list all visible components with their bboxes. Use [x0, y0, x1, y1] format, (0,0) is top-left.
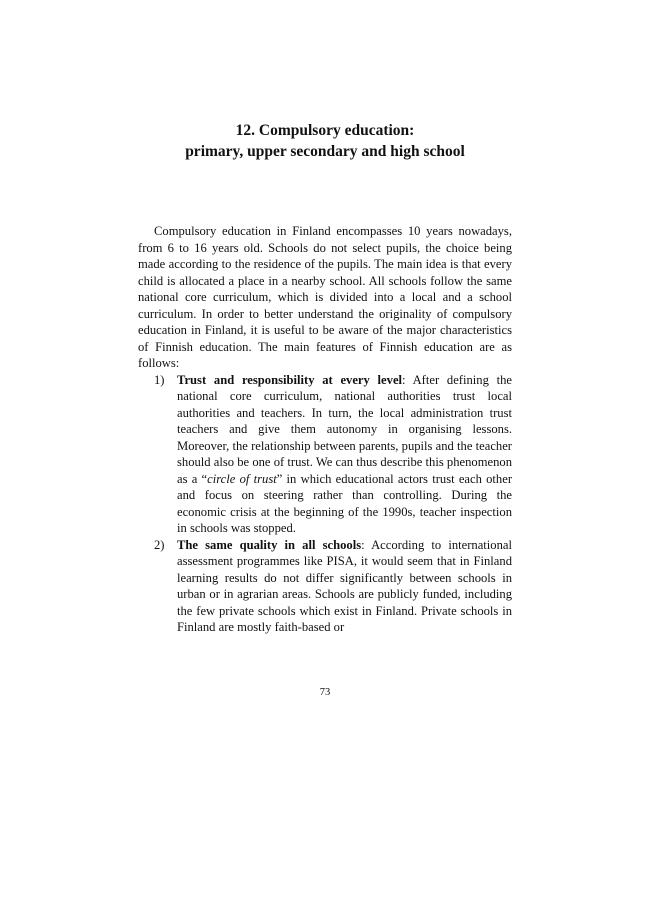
chapter-title-line-1: 12. Compulsory education:: [235, 122, 415, 139]
list-item-heading: The same quality in all schools: [177, 537, 362, 552]
list-item-number: 2): [154, 537, 165, 552]
chapter-body: [138, 223, 512, 636]
list-item-text: : After defining the national core curriculum, national authorities trust local authorities and teachers. In turn, the local administration trust teachers and give them autonomy in organising lessons. Moreover, the relationship between parents, pupils and the teacher should also be one of trust. We can thus describe this phenomenon as a “: [177, 372, 512, 486]
list-item-text: : According to international assessment programmes like PISA, it would seem that in Finland learning results do not differ significantly between schools in urban or in agrarian areas. Schools are publicly funded, including the few private schools which exist in Finland. Private schools in Finland are mostly faith-based or: [177, 537, 512, 634]
features-list: [138, 372, 512, 636]
list-item: [138, 537, 512, 636]
intro-paragraph: Compulsory education in Finland encompasses 10 years nowadays, from 6 to 16 years old. Schools do not select pupils, the choice being made according to the residence of the pupils. The main idea is that every child is allocated a place in a nearby school. All schools follow the same national core curriculum, which is divided into a local and a school curriculum. In order to better understand the originality of compulsory education in Finland, it is useful to be aware of the major characteristics of Finnish education. The main features of Finnish education are as follows:: [138, 224, 512, 370]
page-number: 73: [319, 687, 331, 698]
list-item-heading: Trust and responsibility at every level: [177, 372, 403, 387]
chapter-title: [138, 120, 512, 162]
list-item-text: ” in which educational actors trust each other and focus on steering rather than controlling. During the economic crisis at the beginning of the 1990s, teacher inspection in schools was stopped.: [177, 471, 513, 535]
list-item-number: 1): [154, 372, 165, 387]
list-item: [138, 372, 512, 537]
chapter-title-line-2: primary, upper secondary and high school: [185, 143, 465, 160]
list-item-emphasis: circle of trust: [207, 471, 277, 486]
